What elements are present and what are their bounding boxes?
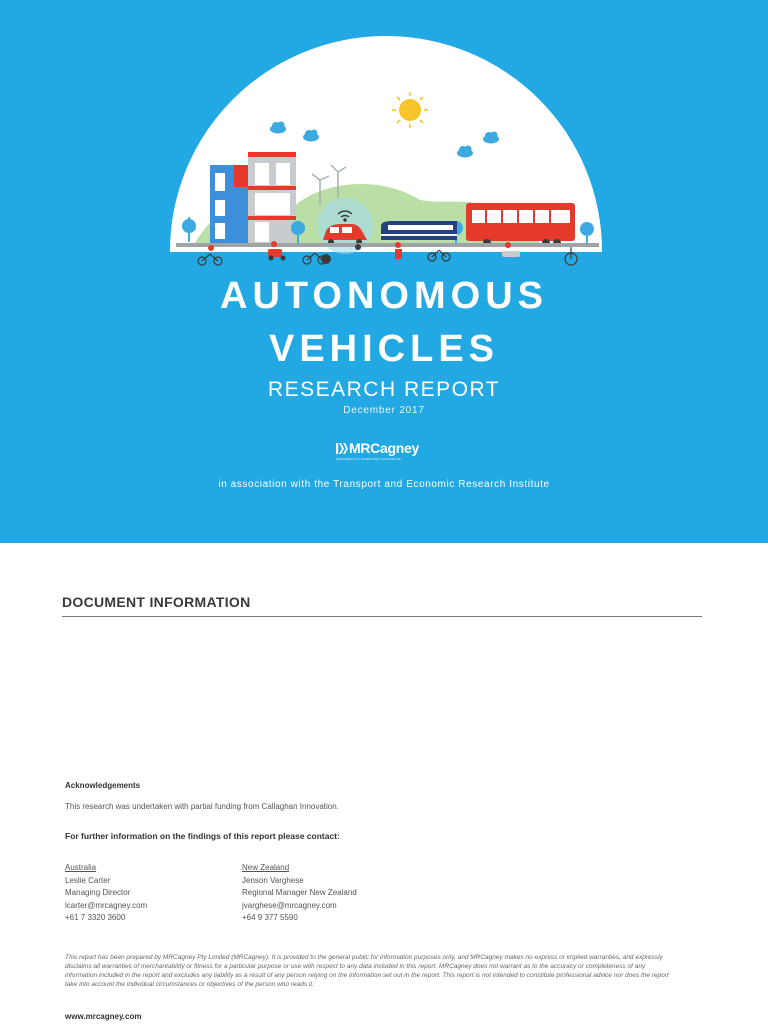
logo-mark-icon <box>336 442 349 455</box>
bicycle-icon <box>198 254 222 265</box>
website-link[interactable]: www.mrcagney.com <box>65 1012 142 1021</box>
tree-icon <box>182 216 196 242</box>
road <box>176 243 599 247</box>
contact-region: Australia <box>65 863 97 872</box>
document-information-heading: DOCUMENT INFORMATION <box>62 594 251 610</box>
pedestrian-icon <box>355 244 361 250</box>
mrcagney-logo <box>336 441 436 463</box>
building-icon <box>210 152 296 243</box>
contact-email-link[interactable]: jvarghese@mrcagney.com <box>242 900 337 910</box>
logo-text: MRCagney <box>349 440 419 456</box>
sun-icon <box>392 92 428 128</box>
contact-name: Leslie Carter <box>65 875 111 885</box>
association-text: in association with the Transport and Economic Research Institute <box>218 479 550 490</box>
heading-divider <box>62 616 702 617</box>
report-title-line2: VEHICLES <box>268 328 500 370</box>
further-information-text: For further information on the findings of this report please contact: <box>65 831 340 841</box>
pedestrian-icon <box>271 241 277 247</box>
contact-region: New Zealand <box>242 863 290 872</box>
wheelchair-icon <box>565 247 577 265</box>
cloud-icon <box>270 122 286 134</box>
bus-icon <box>466 203 575 247</box>
disclaimer-text: This report has been prepared by MRCagney Pty Limited (MRCagney). It is provided to the general public for information purposes only, and MRCagney makes no express or implied warranties, and expressly disclaims all warranties of merchantability or fitness for a particular purpose or use with respect to any data included in this report. MRCagney does not warrant as to the accuracy or completeness of any information included in the report and excludes any liability as a result of any person relying on the information set out in the report. This report is not intended to constitute professional advice nor does the report take into account the individual circumstances or objectives of the person who reads it. <box>65 954 669 988</box>
contact-role: Regional Manager New Zealand <box>242 888 357 897</box>
contact-phone: +64 9 377 5590 <box>242 913 298 922</box>
tree-icon <box>580 222 594 243</box>
cloud-icon <box>483 132 499 144</box>
report-date: December 2017 <box>343 405 425 416</box>
report-subtitle: RESEARCH REPORT <box>267 378 501 401</box>
contact-phone: +61 7 3320 3600 <box>65 913 126 922</box>
logo-tagline: MRCAGNEY PTY LIMITED ABN 73 069 196 300 <box>336 457 402 461</box>
cloud-icon <box>457 146 473 158</box>
cloud-icon <box>303 130 319 142</box>
contact-email-link[interactable]: lcarter@mrcagney.com <box>65 900 148 910</box>
contact-role: Managing Director <box>65 888 131 897</box>
pedestrian-icon <box>208 245 214 251</box>
report-title-line1: AUTONOMOUS <box>220 275 548 317</box>
train-icon <box>381 221 457 240</box>
pedestrian-icon <box>395 242 401 248</box>
contact-australia <box>65 862 147 925</box>
contact-name: Jenson Varghese <box>242 875 304 885</box>
acknowledgements-text: This research was undertaken with partial funding from Callaghan Innovation. <box>65 802 339 811</box>
bicycle-icon <box>428 250 450 261</box>
contact-new-zealand <box>242 862 357 925</box>
scooter-icon <box>505 242 511 248</box>
acknowledgements-title: Acknowledgements <box>65 781 141 790</box>
